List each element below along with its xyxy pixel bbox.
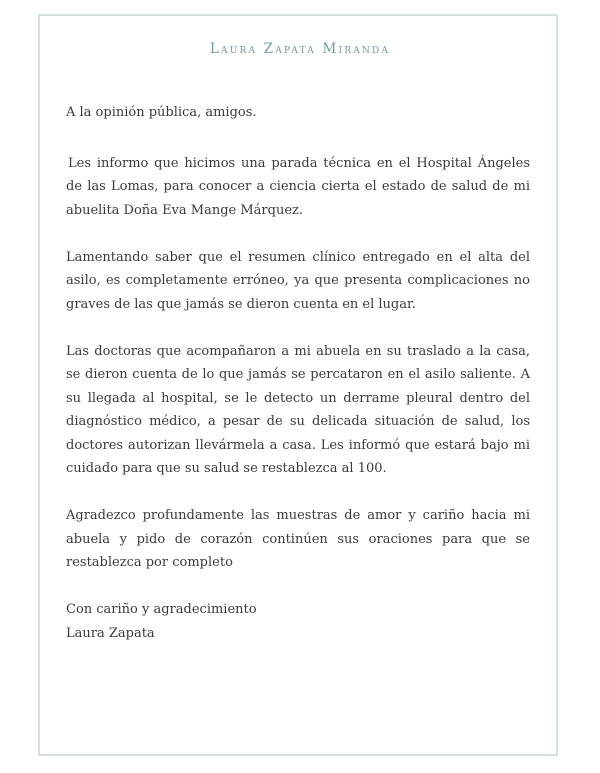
paragraph-hospital-visit: Les informo que hicimos una parada técnica en el Hospital Ángeles de las Lomas, para conocer a ciencia cierta el estado de salud de mi abuelita Doña Eva Mange Márquez. — [66, 155, 530, 218]
author-heading: Laura Zapata Miranda — [209, 41, 391, 57]
paragraph-clinical-summary: Lamentando saber que el resumen clínico entregado en el alta del asilo, es completamente erróneo, ya que presenta complicaciones no graves de las que jamás se dieron cuenta en el lugar. — [66, 249, 530, 312]
paragraph-diagnosis: Las doctoras que acompañaron a mi abuela en su traslado a la casa, se dieron cuenta de lo que jamás se percataron en el asilo saliente. A su llegada al hospital, se le detecto un derrame pleural dentro del diagnóstico médico, a pesar de su delicada situación de salud, los doctores autorizan llevármela a casa. Les informó que estará bajo mi cuidado para que su salud se restablezca al 100. — [66, 343, 530, 476]
signature: Laura Zapata — [66, 625, 155, 641]
paragraph-gratitude: Agradezco profundamente las muestras de amor y cariño hacia mi abuela y pido de corazón continúen sus oraciones para que se restablezca por completo — [66, 508, 530, 570]
salutation: A la opinión pública, amigos. — [66, 105, 257, 120]
letter-body — [66, 101, 530, 645]
closing-line: Con cariño y agradecimiento — [66, 602, 257, 617]
closing-block — [66, 598, 530, 645]
